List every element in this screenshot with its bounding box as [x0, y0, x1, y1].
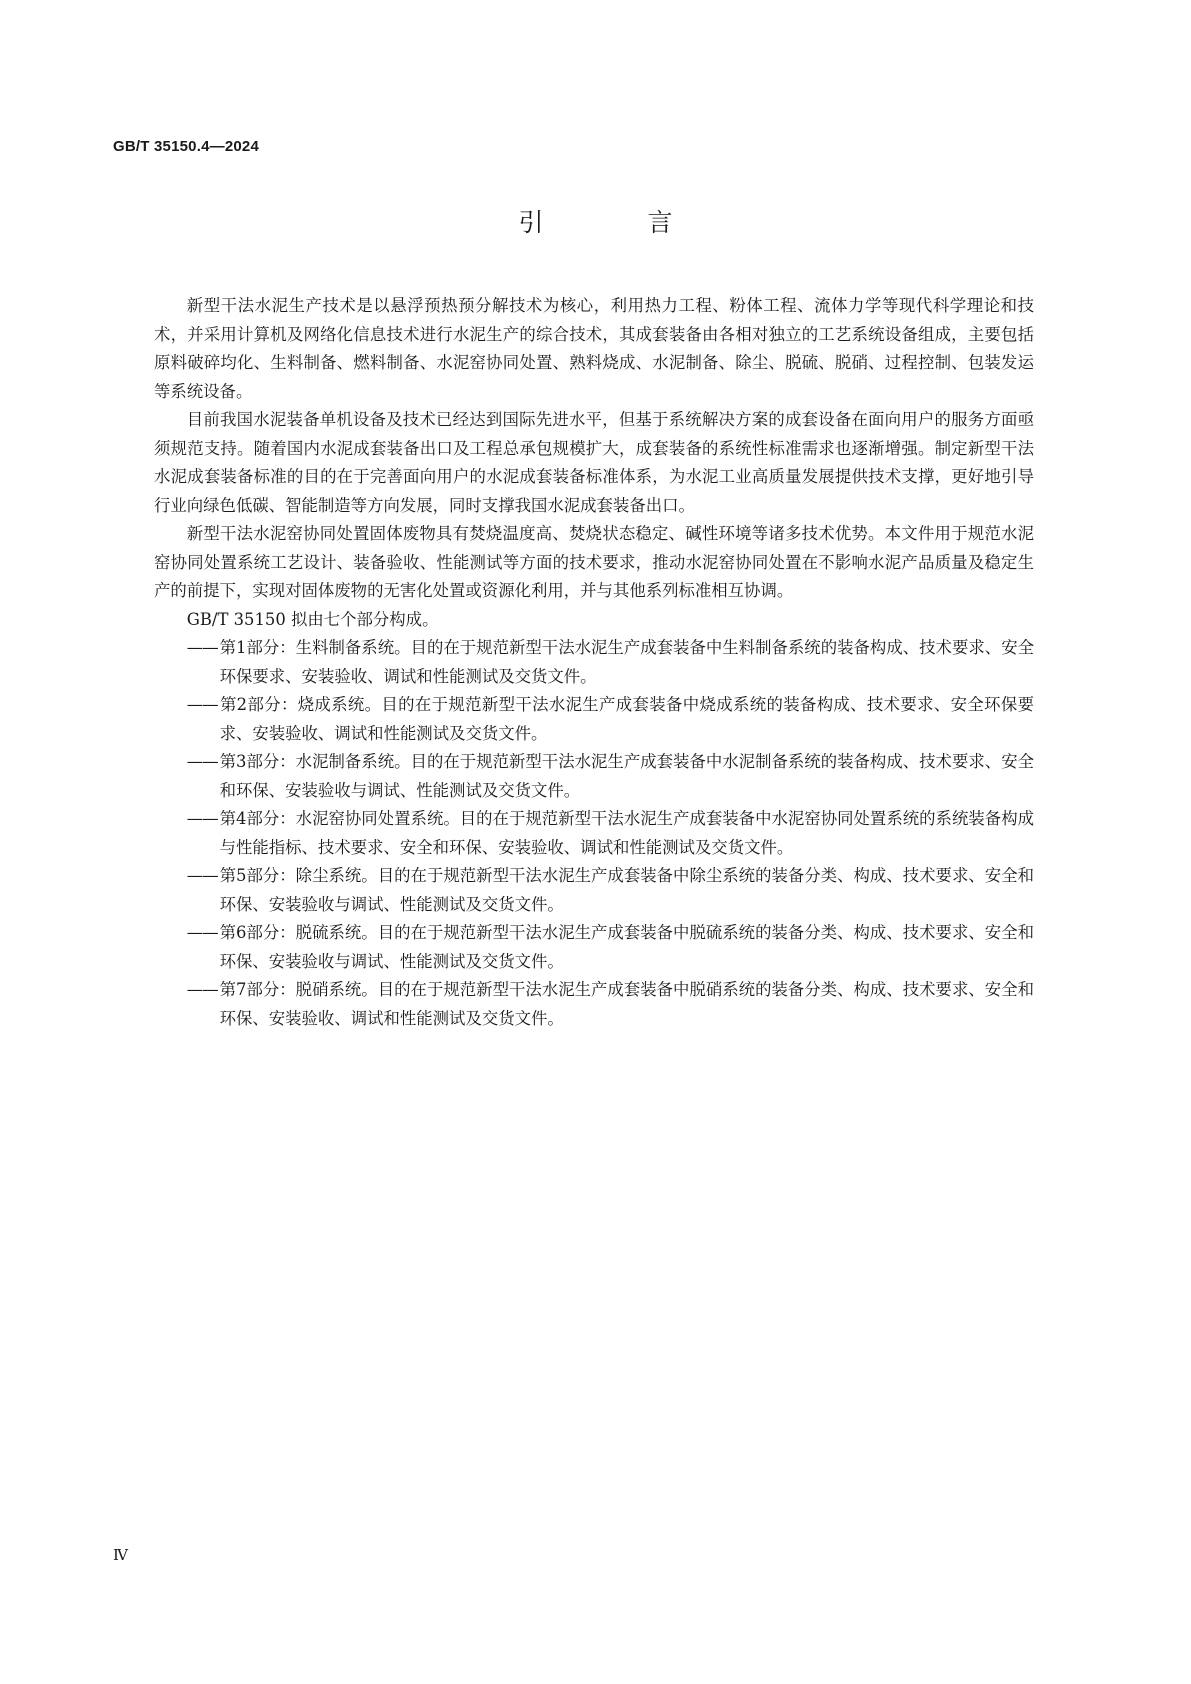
paragraph-1: 新型干法水泥生产技术是以悬浮预热预分解技术为核心，利用热力工程、粉体工程、流体力学等现代科学理论和技术，并采用计算机及网络化信息技术进行水泥生产的综合技术，其成套装备由各相对独立的工艺系统设备组成，主要包括原料破碎均化、生料制备、燃料制备、水泥窑协同处置、熟料烧成、水泥制备、除尘、脱硫、脱硝、过程控制、包装发运等系统设备。 — [154, 296, 1034, 401]
paragraph-2: 目前我国水泥装备单机设备及技术已经达到国际先进水平，但基于系统解决方案的成套设备在面向用户的服务方面亟须规范支持。随着国内水泥成套装备出口及工程总承包规模扩大，成套装备的系统性标准需求也逐渐增强。制定新型干法水泥成套装备标准的目的在于完善面向用户的水泥成套装备标准体系，为水泥工业高质量发展提供技术支撑，更好地引导行业向绿色低碳、智能制造等方向发展，同时支撑我国水泥成套装备出口。 — [154, 410, 1034, 515]
list-item — [187, 919, 1034, 976]
page-number: Ⅳ — [113, 1548, 128, 1564]
part-5-text: 第5部分：除尘系统。目的在于规范新型干法水泥生产成套装备中除尘系统的装备分类、构成、技术要求、安全和环保、安装验收与调试、性能测试及交货文件。 — [219, 866, 1034, 914]
dash-marker: —— — [186, 695, 218, 714]
parts-list — [154, 634, 1034, 1033]
list-item — [187, 862, 1034, 919]
paragraph-3: 新型干法水泥窑协同处置固体废物具有焚烧温度高、焚烧状态稳定、碱性环境等诸多技术优势。本文件用于规范水泥窑协同处置系统工艺设计、装备验收、性能测试等方面的技术要求，推动水泥窑协同处置在不影响水泥产品质量及稳定生产的前提下，实现对固体废物的无害化处置或资源化利用，并与其他系列标准相互协调。 — [154, 524, 1034, 600]
dash-marker: —— — [186, 866, 218, 885]
dash-marker: —— — [186, 638, 218, 657]
list-item — [187, 691, 1034, 748]
list-item — [187, 805, 1034, 862]
document-body — [154, 292, 1034, 1033]
dash-marker: —— — [186, 923, 218, 942]
dash-marker: —— — [186, 980, 218, 999]
dash-marker: —— — [186, 752, 218, 771]
part-2-text: 第2部分：烧成系统。目的在于规范新型干法水泥生产成套装备中烧成系统的装备构成、技术要求、安全环保要求、安装验收、调试和性能测试及交货文件。 — [219, 695, 1034, 743]
part-7-text: 第7部分：脱硝系统。目的在于规范新型干法水泥生产成套装备中脱硝系统的装备分类、构成、技术要求、安全和环保、安装验收、调试和性能测试及交货文件。 — [219, 980, 1034, 1028]
list-item — [187, 634, 1034, 691]
parts-intro: GB/T 35150 拟由七个部分构成。 — [186, 609, 439, 629]
part-4-text: 第4部分：水泥窑协同处置系统。目的在于规范新型干法水泥生产成套装备中水泥窑协同处置系统的系统装备构成与性能指标、技术要求、安全和环保、安装验收、调试和性能测试及交货文件。 — [219, 809, 1034, 857]
part-3-text: 第3部分：水泥制备系统。目的在于规范新型干法水泥生产成套装备中水泥制备系统的装备构成、技术要求、安全和环保、安装验收与调试、性能测试及交货文件。 — [219, 752, 1034, 800]
part-6-text: 第6部分：脱硫系统。目的在于规范新型干法水泥生产成套装备中脱硫系统的装备分类、构成、技术要求、安全和环保、安装验收与调试、性能测试及交货文件。 — [219, 923, 1034, 971]
list-item — [187, 748, 1034, 805]
page-title: 引 言 — [518, 208, 721, 237]
part-1-text: 第1部分：生料制备系统。目的在于规范新型干法水泥生产成套装备中生料制备系统的装备构成、技术要求、安全环保要求、安装验收、调试和性能测试及交货文件。 — [219, 638, 1034, 686]
standard-code-header: GB/T 35150.4—2024 — [113, 138, 259, 155]
list-item — [187, 976, 1034, 1033]
dash-marker: —— — [186, 809, 218, 828]
